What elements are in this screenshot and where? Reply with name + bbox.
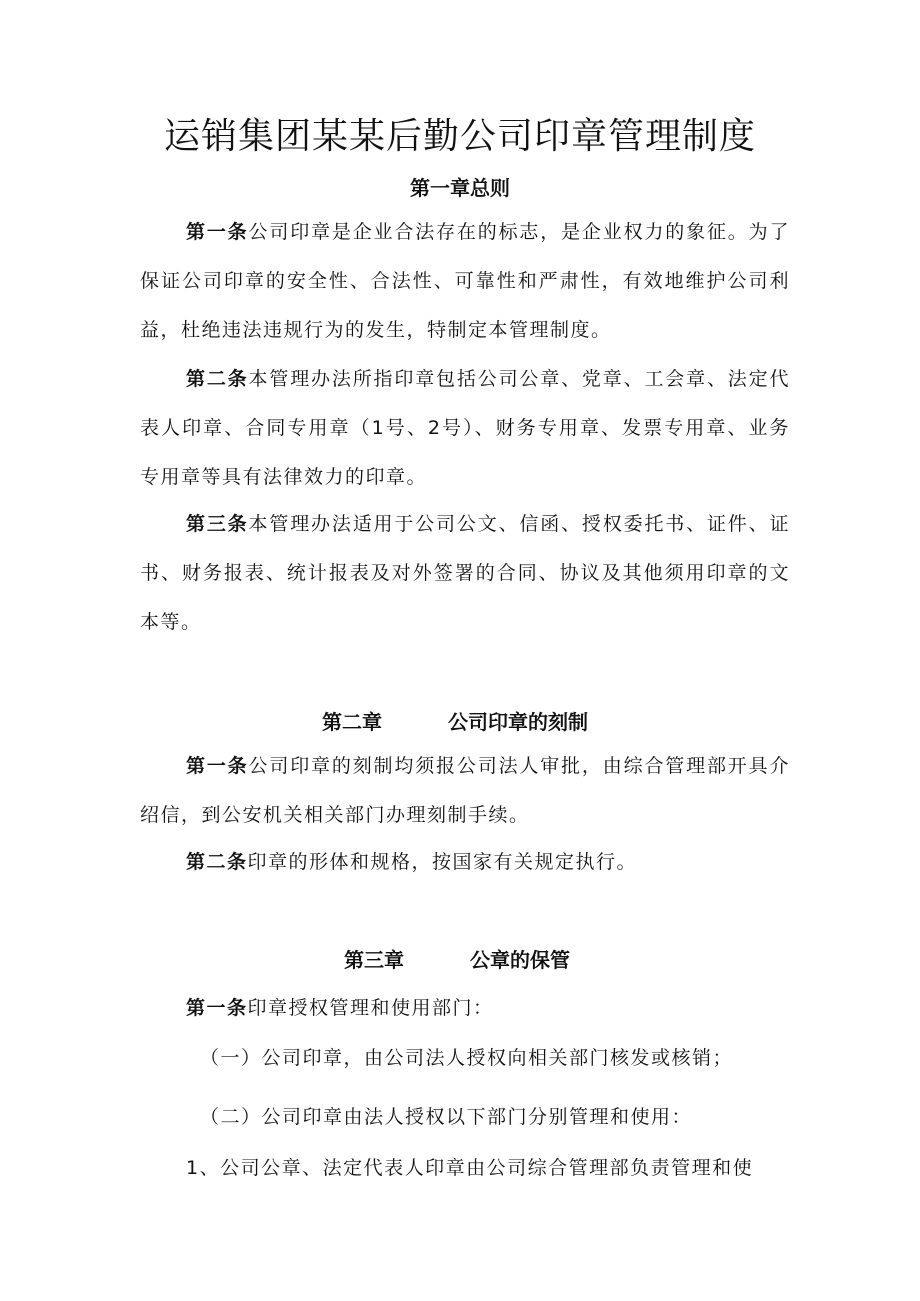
article-label: 第二条 [186,851,248,873]
chapter2-article2 [140,838,790,887]
chapter3-item3: 1、公司公章、法定代表人印章由公司综合管理部负责管理和使 [186,1157,754,1179]
article-label: 第三条 [186,513,249,535]
document-title: 运销集团某某后勤公司印章管理制度 [163,116,756,157]
chapter1-article2 [140,355,790,502]
article-label: 第二条 [186,368,249,390]
chapter1-heading: 第一章总则 [410,176,510,200]
chapter2-name: 公司印章的刻制 [448,710,588,734]
chapter3-item2: （二）公司印章由法人授权以下部门分别管理和使用： [200,1106,693,1128]
chapter3-article1 [186,993,494,1020]
article-text: 公司印章的刻制均须报公司法人审批，由综合管理部开具介绍信，到公安机关相关部门办理刻制手续。 [140,755,790,826]
chapter2-number: 第二章 [322,710,382,734]
article-text: 印章授权管理和使用部门： [247,997,494,1019]
chapter1-article1 [140,208,790,355]
article-text: 公司印章是企业合法存在的标志，是企业权力的象征。为了保证公司印章的安全性、合法性、可靠性和严肃性，有效地维护公司利益，杜绝违法违规行为的发生，特制定本管理制度。 [140,221,790,341]
chapter3-number: 第三章 [344,948,404,972]
chapter2-article1 [140,742,790,840]
article-text: 印章的形体和规格，按国家有关规定执行。 [247,851,638,873]
article-text: 本管理办法适用于公司公文、信函、授权委托书、证件、证书、财务报表、统计报表及对外签署的合同、协议及其他须用印章的文本等。 [140,513,790,633]
article-label: 第一条 [186,755,249,777]
chapter3-name: 公章的保管 [470,948,570,972]
article-text: 本管理办法所指印章包括公司公章、党章、工会章、法定代表人印章、合同专用章（1号、2号）、财务专用章、发票专用章、业务专用章等具有法律效力的印章。 [140,368,790,488]
article-label: 第一条 [186,221,249,243]
article-label: 第一条 [186,997,248,1019]
chapter3-item1: （一）公司印章，由公司法人授权向相关部门核发或核销； [200,1047,734,1069]
chapter1-article3 [140,500,790,647]
